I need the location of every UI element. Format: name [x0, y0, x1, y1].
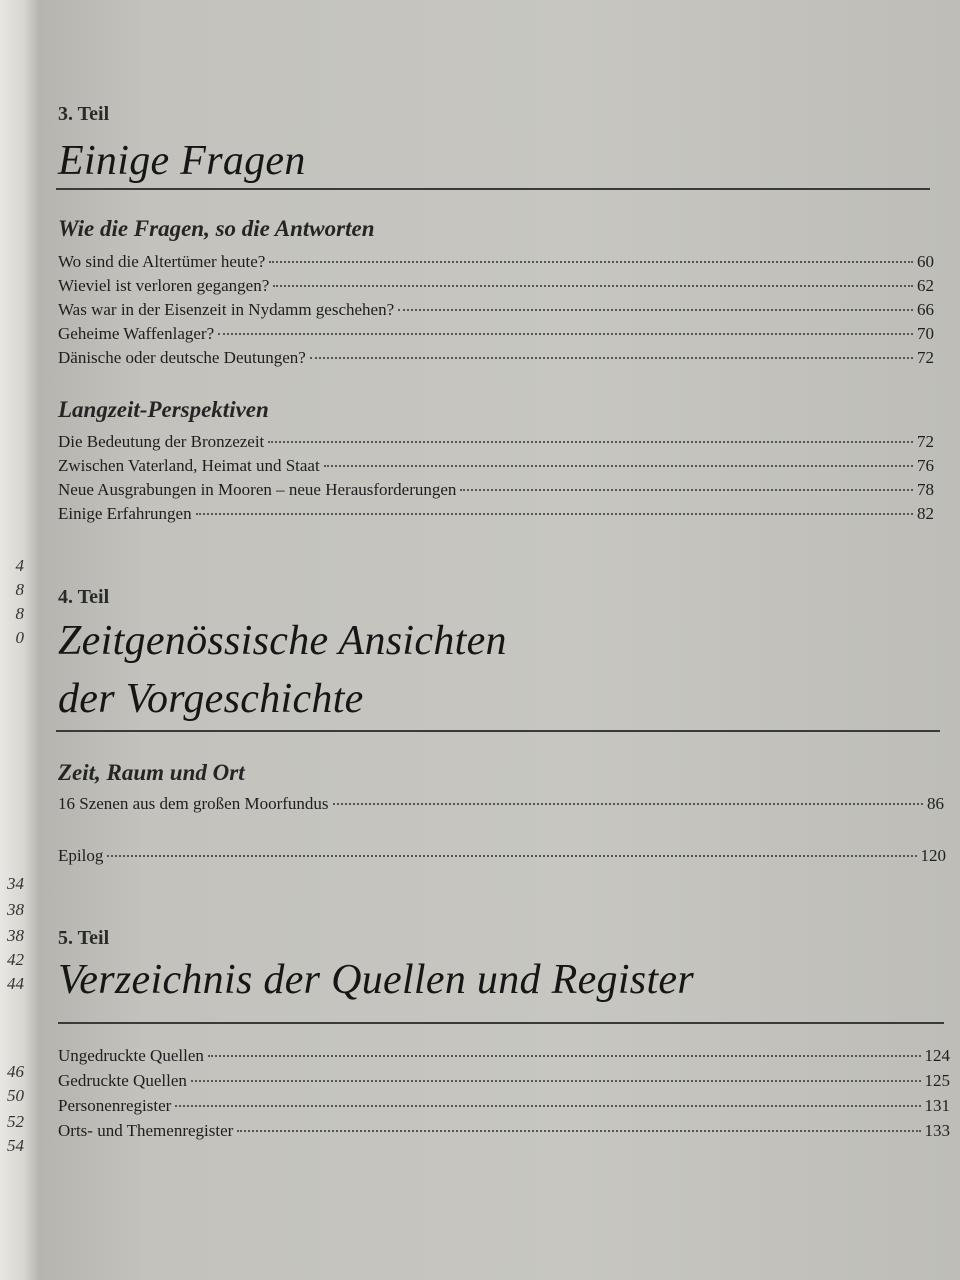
entry-title: Dänische oder deutsche Deutungen? [58, 348, 306, 367]
entry-title: Personenregister [58, 1096, 172, 1115]
dot-leader [310, 357, 913, 359]
entry-page: 78 [917, 480, 934, 499]
margin-number: 34 [7, 874, 24, 893]
toc-entry[interactable] [58, 252, 934, 276]
entry-page: 131 [924, 1096, 950, 1115]
toc-entry[interactable] [58, 456, 934, 480]
entry-page: 76 [917, 456, 934, 475]
entry-page: 72 [917, 348, 934, 367]
part-label: 4. Teil [58, 586, 110, 608]
title-rule [56, 730, 940, 732]
entry-title: Einige Erfahrungen [58, 504, 192, 523]
entry-page: 60 [917, 252, 934, 271]
entry-title: Epilog [58, 846, 104, 865]
entry-page: 66 [917, 300, 934, 319]
dot-leader [196, 513, 913, 515]
toc-entry[interactable] [58, 1071, 950, 1095]
dot-leader [107, 855, 916, 857]
toc-entry[interactable] [58, 794, 944, 818]
margin-number: 54 [7, 1136, 24, 1155]
margin-number: 38 [7, 926, 24, 945]
margin-number: 8 [15, 580, 24, 599]
entry-title: Die Bedeutung der Bronzezeit [58, 432, 265, 451]
entry-page: 133 [924, 1121, 950, 1140]
toc-entry[interactable] [58, 348, 934, 372]
facing-page-edge [0, 0, 40, 1280]
title-rule [58, 1022, 944, 1024]
margin-number: 52 [7, 1112, 24, 1131]
section-title: Wie die Fragen, so die Antworten [58, 216, 375, 241]
margin-number: 0 [15, 628, 24, 647]
margin-number: 38 [7, 900, 24, 919]
toc-entry[interactable] [58, 276, 934, 300]
dot-leader [218, 333, 913, 335]
dot-leader [333, 803, 923, 805]
entry-title: Geheime Waffenlager? [58, 324, 215, 343]
dot-leader [268, 441, 913, 443]
toc-entry[interactable] [58, 1096, 950, 1120]
margin-number: 46 [7, 1062, 24, 1081]
dot-leader [175, 1105, 920, 1107]
entry-title: 16 Szenen aus dem großen Moorfundus [58, 794, 329, 813]
dot-leader [460, 489, 913, 491]
entry-title: Orts- und Themenregister [58, 1121, 234, 1140]
entry-title: Wo sind die Altertümer heute? [58, 252, 266, 271]
margin-number: 44 [7, 974, 24, 993]
entry-title: Zwischen Vaterland, Heimat und Staat [58, 456, 320, 475]
entry-title: Gedruckte Quellen [58, 1071, 187, 1090]
entry-title: Was war in der Eisenzeit in Nydamm geschehen? [58, 300, 395, 319]
entry-page: 124 [924, 1046, 950, 1065]
toc-entry[interactable] [58, 1121, 950, 1145]
entry-page: 82 [917, 504, 934, 523]
entry-page: 86 [927, 794, 944, 813]
toc-entry[interactable] [58, 300, 934, 324]
dot-leader [191, 1080, 921, 1082]
dot-leader [324, 465, 913, 467]
dot-leader [269, 261, 913, 263]
part-label: 3. Teil [58, 103, 110, 125]
entry-title: Ungedruckte Quellen [58, 1046, 204, 1065]
dot-leader [208, 1055, 921, 1057]
margin-number: 42 [7, 950, 24, 969]
toc-entry[interactable] [58, 480, 934, 504]
toc-entry[interactable] [58, 504, 934, 528]
dot-leader [273, 285, 913, 287]
margin-number: 4 [15, 556, 24, 575]
section-title: Langzeit-Perspektiven [58, 397, 269, 422]
part-title: Verzeichnis der Quellen und Register [58, 957, 695, 1003]
entry-page: 70 [917, 324, 934, 343]
toc-entry[interactable] [58, 432, 934, 456]
part-title: Zeitgenössische Ansichten [58, 618, 507, 664]
toc-entry[interactable] [58, 324, 934, 348]
margin-number: 8 [15, 604, 24, 623]
entry-page: 72 [917, 432, 934, 451]
toc-entry[interactable] [58, 846, 946, 870]
entry-title: Wieviel ist verloren gegangen? [58, 276, 270, 295]
entry-title: Neue Ausgrabungen in Mooren – neue Herausforderungen [58, 480, 457, 499]
part-title: der Vorgeschichte [58, 676, 364, 722]
toc-entry[interactable] [58, 1046, 950, 1070]
entry-page: 125 [924, 1071, 950, 1090]
dot-leader [237, 1130, 920, 1132]
title-rule [56, 188, 930, 190]
entry-page: 62 [917, 276, 934, 295]
part-title: Einige Fragen [58, 138, 306, 184]
part-label: 5. Teil [58, 927, 110, 949]
dot-leader [398, 309, 913, 311]
entry-page: 120 [920, 846, 946, 865]
section-title: Zeit, Raum und Ort [58, 760, 245, 785]
margin-number: 50 [7, 1086, 24, 1105]
